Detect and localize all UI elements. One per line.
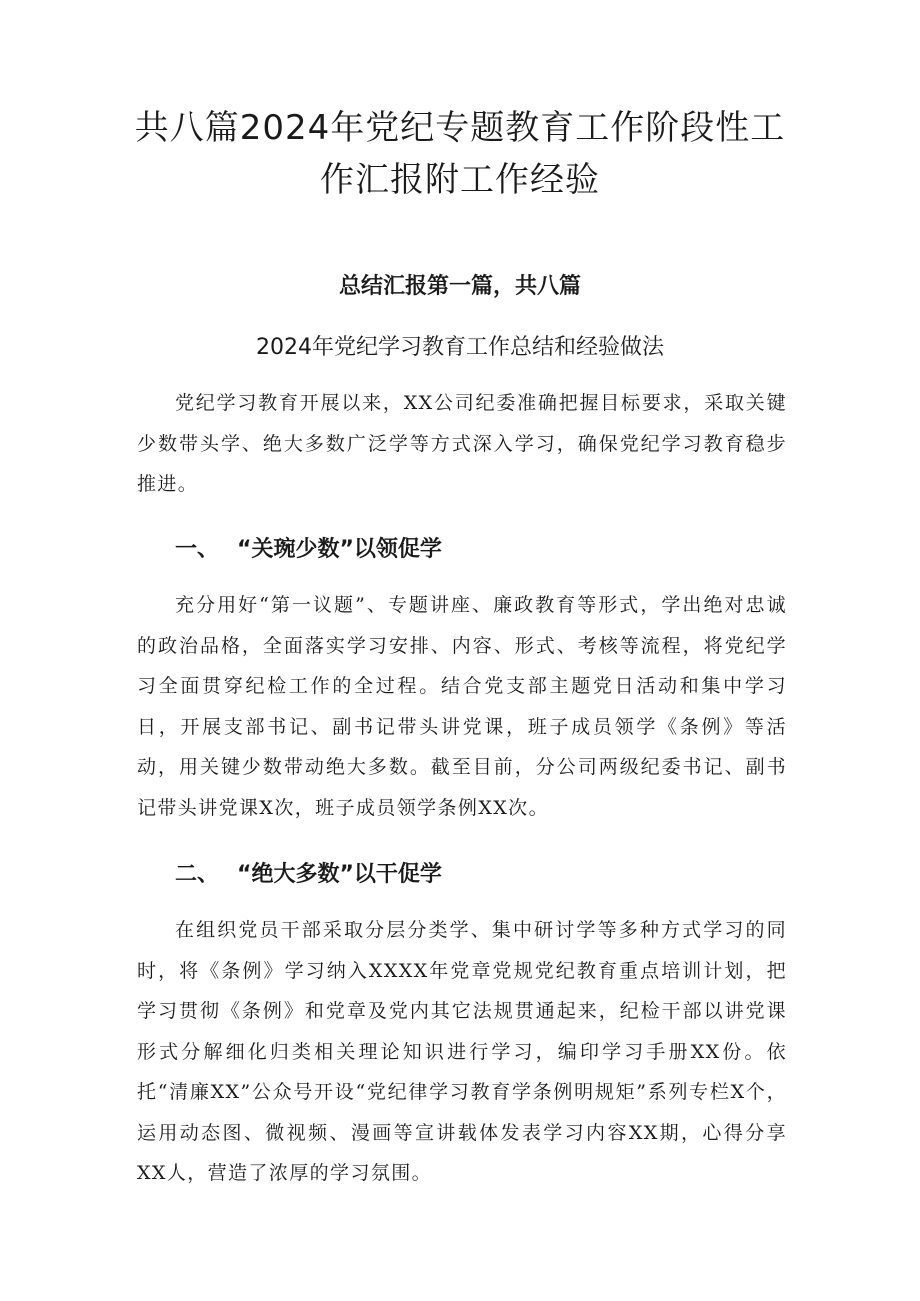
section-heading-1 xyxy=(175,533,442,567)
intro-paragraph: 党纪学习教育开展以来，XX公司纪委准确把握目标要求，采取关键少数带头学、绝大多数广泛学等方式深入学习，确保党纪学习教育稳步推进。 xyxy=(137,392,787,495)
section-number-2: 二、 xyxy=(175,862,220,887)
section-body-2: 在组织党员干部采取分层分类学、集中研讨学等多种方式学习的同时，将《条例》学习纳入XXXX年党章党规党纪教育重点培训计划，把学习贯彻《条例》和党章及党内其它法规贯通起来，纪检干部以讲党课形式分解细化归类相关理论知识进行学习，编印学习手册XX份。依托“清廉XX”公众号开设“党纪律学习教育学条例明规矩”系列专栏X个，运用动态图、微视频、漫画等宣讲载体发表学习内容XX期，心得分享XX人，营造了浓厚的学习氛围。 xyxy=(137,919,787,1184)
section-heading-text-1: “关琬少数”以领促学 xyxy=(237,537,442,562)
section-number-1: 一、 xyxy=(175,537,220,562)
section-heading-2 xyxy=(175,858,442,892)
section-heading-text-2: “绝大多数”以干促学 xyxy=(237,862,442,887)
article-title: 2024年党纪学习教育工作总结和经验做法 xyxy=(256,335,664,360)
document-title: 共八篇2024年党纪专题教育工作阶段性工作汇报附工作经验 xyxy=(134,108,786,200)
section-body-1: 充分用好“第一议题”、专题讲座、廉政教育等形式，学出绝对忠诚的政治品格，全面落实学习安排、内容、形式、考核等流程，将党纪学习全面贯穿纪检工作的全过程。结合党支部主题党日活动和集中学习日，开展支部书记、副书记带头讲党课，班子成员领学《条例》等活动，用关键少数带动绝大多数。截至目前，分公司两级纪委书记、副书记带头讲党课X次，班子成员领学条例XX次。 xyxy=(137,594,787,819)
document-subtitle: 总结汇报第一篇，共八篇 xyxy=(338,274,581,299)
